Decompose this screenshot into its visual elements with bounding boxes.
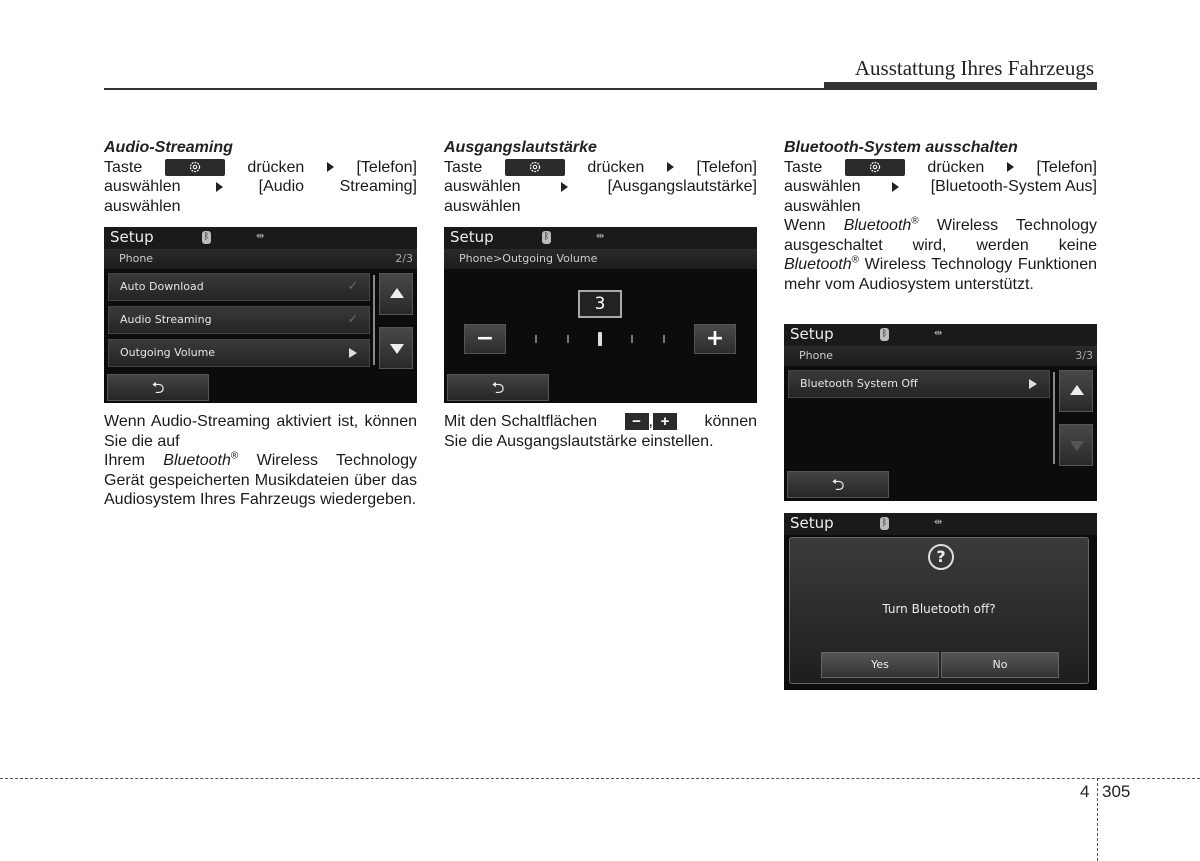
- text-run: Wenn: [784, 217, 844, 234]
- registered-mark: ®: [230, 450, 239, 462]
- instruction-word: [Audio: [258, 178, 305, 195]
- menu-item-label: Auto Download: [120, 280, 204, 293]
- usb-icon: ⇹: [596, 231, 605, 242]
- paragraph: [784, 216, 1097, 294]
- text-run: ,: [648, 413, 653, 430]
- scrollbar-track: [373, 275, 375, 365]
- bluetooth-icon: ᛒ: [543, 232, 550, 242]
- instruction-word: drücken: [587, 158, 645, 176]
- triangle-right-icon: [327, 162, 334, 172]
- return-arrow-icon: ⮌: [491, 378, 505, 397]
- paragraph-line: [444, 412, 757, 432]
- instruction-line: auswählen: [444, 197, 521, 215]
- instruction-word: auswählen: [104, 178, 181, 195]
- screen-title: Setup: [450, 228, 494, 246]
- instruction-word: [Ausgangslautstärke]: [607, 178, 757, 195]
- registered-mark: ®: [851, 254, 859, 266]
- setup-key: [505, 159, 565, 176]
- instruction-word: [Bluetooth-System Aus]: [930, 178, 1097, 195]
- triangle-right-icon: [892, 182, 899, 192]
- instruction-word: [Telefon]: [696, 158, 757, 176]
- no-button[interactable]: No: [941, 652, 1059, 678]
- paragraph: Wenn Audio-Streaming aktiviert ist, können Sie die auf: [104, 413, 417, 450]
- text-run: Ihrem: [104, 452, 164, 469]
- arrow-right-icon: [349, 348, 357, 358]
- text-run: Bluetooth: [843, 217, 912, 234]
- instruction-word: Streaming]: [339, 178, 417, 195]
- usb-icon: ⇹: [934, 517, 943, 528]
- text-run: Wireless Technology ausgeschaltet wird, werden keine: [784, 217, 1098, 254]
- confirm-dialog: [789, 537, 1089, 684]
- triangle-right-icon: [216, 182, 223, 192]
- text-run: Wireless Technology Gerät gespeicherten Musikdateien über das Audiosystem Ihres Fahrzeugs wiedergeben.: [104, 452, 418, 508]
- text-run: Wireless Technology Funktionen mehr vom Audiosystem unterstützt.: [784, 256, 1097, 293]
- section-heading: Audio-Streaming: [104, 139, 233, 156]
- checkbox-icon[interactable]: ✓: [347, 312, 359, 327]
- volume-tick-current: [598, 332, 602, 346]
- plus-key: +: [653, 413, 677, 430]
- screen-subheader: [444, 249, 757, 269]
- page-indicator: 2/3: [395, 252, 413, 265]
- screen-topbar: [444, 227, 757, 249]
- inline-keys: [625, 412, 677, 432]
- instruction-word: Taste: [444, 158, 483, 176]
- scroll-down-button[interactable]: [379, 327, 413, 369]
- setup-key: [845, 159, 905, 176]
- minus-key: −: [625, 413, 649, 430]
- screen-bluetooth-off-dialog: [784, 513, 1097, 690]
- volume-tick: [631, 335, 633, 343]
- screen-topbar: [784, 324, 1097, 346]
- instruction-line: [784, 158, 1097, 178]
- scroll-up-button[interactable]: [1059, 370, 1093, 412]
- text-run: Bluetooth: [784, 256, 852, 273]
- screen-subtitle: Phone>Outgoing Volume: [459, 252, 598, 265]
- usb-icon: ⇹: [934, 328, 943, 339]
- footer-divider: [1097, 778, 1098, 861]
- volume-tick: [535, 335, 537, 343]
- bluetooth-icon: ᛒ: [881, 329, 888, 339]
- menu-item-bluetooth-system-off[interactable]: [788, 370, 1050, 398]
- section-heading: Ausgangslautstärke: [444, 139, 597, 156]
- instruction-word: [Telefon]: [356, 158, 417, 176]
- page-indicator: 3/3: [1075, 349, 1093, 362]
- instruction-line: [444, 158, 757, 178]
- triangle-right-icon: [1007, 162, 1014, 172]
- gear-icon: [188, 160, 202, 174]
- scroll-down-button[interactable]: [1059, 424, 1093, 466]
- bluetooth-icon: ᛒ: [881, 518, 888, 528]
- instruction-word: drücken: [927, 158, 985, 176]
- screen-subtitle: Phone: [119, 252, 154, 265]
- chapter-number: 4: [1080, 782, 1090, 801]
- screen-subheader: [784, 346, 1097, 366]
- instruction-line: [104, 177, 417, 197]
- column-output-volume-text: [444, 412, 757, 451]
- return-arrow-icon: ⮌: [831, 475, 845, 494]
- header-rule: [104, 88, 1097, 90]
- menu-item-audio-streaming[interactable]: [108, 306, 370, 334]
- screen-topbar: [104, 227, 417, 249]
- volume-minus-button[interactable]: −: [464, 324, 506, 354]
- instruction-word: auswählen: [444, 178, 521, 195]
- menu-item-outgoing-volume[interactable]: [108, 339, 370, 367]
- gear-icon: [868, 160, 882, 174]
- menu-item-label: Bluetooth System Off: [800, 377, 918, 390]
- question-icon: ?: [928, 544, 954, 570]
- text-run: Mit den Schaltflächen: [444, 413, 597, 430]
- bluetooth-icon: ᛒ: [203, 232, 210, 242]
- gear-icon: [528, 160, 542, 174]
- screen-subheader: [104, 249, 417, 269]
- header-title: Ausstattung Ihres Fahrzeugs: [854, 56, 1094, 80]
- registered-mark: ®: [911, 215, 919, 227]
- back-button[interactable]: [107, 374, 209, 401]
- setup-key: [165, 159, 225, 176]
- screen-subtitle: Phone: [799, 349, 834, 362]
- column-bluetooth-off: [784, 138, 1097, 294]
- column-audio-streaming-text: [104, 412, 417, 510]
- paragraph: [104, 451, 417, 510]
- instruction-word: Taste: [104, 158, 143, 176]
- page-number: 305: [1102, 782, 1131, 801]
- volume-level-display: 3: [578, 290, 622, 318]
- arrow-right-icon: [1029, 379, 1037, 389]
- arrow-down-icon: [390, 344, 404, 354]
- volume-tick: [567, 335, 569, 343]
- menu-item-auto-download[interactable]: [108, 273, 370, 301]
- text-run: Bluetooth: [163, 452, 231, 469]
- footer-rule: [0, 778, 1200, 779]
- instruction-line: [104, 158, 417, 178]
- scrollbar-track: [1053, 372, 1055, 464]
- instruction-line: [784, 177, 1097, 197]
- checkbox-icon[interactable]: ✓: [347, 279, 359, 294]
- instruction-word: auswählen: [784, 178, 861, 195]
- menu-item-label: Audio Streaming: [120, 313, 212, 326]
- screen-title: Setup: [790, 325, 834, 343]
- triangle-right-icon: [561, 182, 568, 192]
- arrow-up-icon: [1070, 385, 1084, 395]
- instruction-line: [444, 177, 757, 197]
- volume-tick: [663, 335, 665, 343]
- instruction-line: auswählen: [104, 197, 181, 215]
- arrow-up-icon: [390, 288, 404, 298]
- instruction-line: auswählen: [784, 197, 861, 215]
- screen-title: Setup: [790, 514, 834, 532]
- paragraph-line: Sie die Ausgangslautstärke einstellen.: [444, 432, 714, 450]
- column-output-volume: [444, 138, 757, 216]
- instruction-word: [Telefon]: [1036, 158, 1097, 176]
- menu-item-label: Outgoing Volume: [120, 346, 216, 359]
- yes-button[interactable]: Yes: [821, 652, 939, 678]
- return-arrow-icon: ⮌: [151, 378, 165, 397]
- screen-phone-setup: [104, 227, 417, 403]
- arrow-down-icon: [1070, 441, 1084, 451]
- screen-outgoing-volume: [444, 227, 757, 403]
- dialog-message: Turn Bluetooth off?: [882, 602, 996, 616]
- back-button[interactable]: [787, 471, 889, 498]
- usb-icon: ⇹: [256, 231, 265, 242]
- screen-title: Setup: [110, 228, 154, 246]
- scroll-up-button[interactable]: [379, 273, 413, 315]
- text-run: können: [704, 413, 757, 430]
- back-button[interactable]: [447, 374, 549, 401]
- instruction-word: Taste: [784, 158, 823, 176]
- column-audio-streaming: [104, 138, 417, 216]
- section-heading: Bluetooth-System ausschalten: [784, 139, 1018, 156]
- screen-topbar: [784, 513, 1097, 535]
- triangle-right-icon: [667, 162, 674, 172]
- volume-plus-button[interactable]: +: [694, 324, 736, 354]
- screen-bluetooth-system-off: [784, 324, 1097, 501]
- instruction-word: drücken: [247, 158, 305, 176]
